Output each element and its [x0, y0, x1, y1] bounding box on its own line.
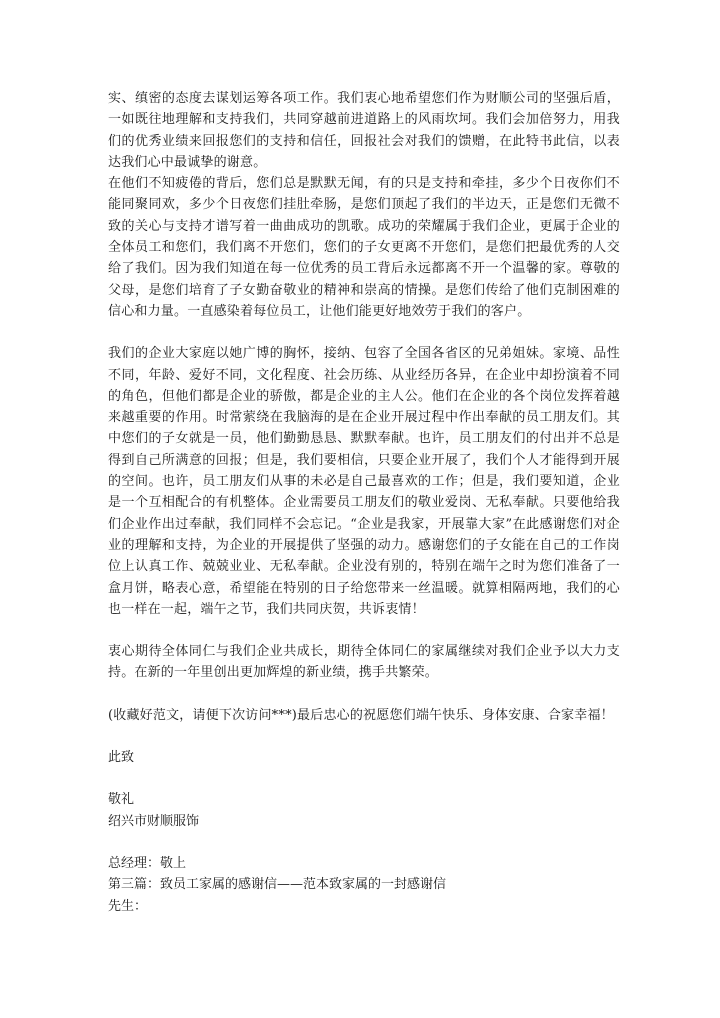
closing-jing-li: 敬礼: [108, 792, 135, 808]
document-page: [108, 88, 620, 917]
closing-ci-zhi: 此致: [108, 750, 135, 766]
paragraph-3: 我们的企业大家庭以她广博的胸怀，接纳、包容了全国各省区的兄弟姐妹。家境、品性不同，年龄、爱好不同，文化程度、社会历练、从业经历各异，在企业中却扮演着不同的角色，但他们都是企业的骄傲，都是企业的主人公。他们在企业的各个岗位发挥着越来越重要的作用。时常萦绕在我脑海的是在企业开展过程中作出奉献的员工朋友们。其中您们的子女就是一员，他们勤勤恳恳、默默奉献。也许，员工朋友们的付出并不总是得到自己所满意的回报；但是，我们要相信，只要企业开展了，我们个人才能得到开展的空间。也许，员工朋友们从事的未必是自己最喜欢的工作；但是，我们要知道，企业是一个互相配合的有机整体。企业需要员工朋友们的敬业爱岗、无私奉献。只要他给我们企业作出过奉献，我们同样不会忘记。“企业是我家，开展靠大家”在此感谢您们对企业的理解和支持，为企业的开展提供了坚强的动力。感谢您们的子女能在自己的工作岗位上认真工作、兢兢业业、无私奉献。企业没有别的，特别在端午之时为您们准备了一盒月饼，略表心意，希望能在特别的日子给您带来一丝温暖。就算相隔两地，我们的心也一样在一起，端午之节，我们共同庆贺，共诉衷情！: [108, 346, 620, 617]
paragraph-2: 在他们不知疲倦的背后，您们总是默默无闻，有的只是支持和牵挂，多少个日夜你们不能同聚同欢，多少个日夜您们挂肚牵肠，是您们顶起了我们的半边天，正是您们无微不致的关心与支持才谱写着一曲曲成功的凯歌。成功的荣耀属于我们企业，更属于企业的全体员工和您们，我们离不开您们，您们的子女更离不开您们，是您们把最优秀的人交给了我们。因为我们知道在每一位优秀的员工背后永远都离不开一个温馨的家。尊敬的父母，是您们培育了子女勤奋敬业的精神和崇高的情操。是您们传给了他们克制困难的信心和力量。一直感染着每位员工，让他们能更好地效劳于我们的客户。: [108, 176, 620, 319]
section-title: 第三篇：致员工家属的感谢信——范本致家属的一封感谢信: [108, 877, 447, 893]
paragraph-1: 实、缜密的态度去谋划运筹各项工作。我们衷心地希望您们作为财顺公司的坚强后盾，一如既往地理解和支持我们，共同穿越前进道路上的风雨坎坷。我们会加倍努力，用我们的优秀业绩来回报您们的支持和信任，回报社会对我们的馈赠，在此特书此信，以表达我们心中最诚挚的谢意。: [108, 91, 620, 170]
recipient-line: 总经理：敬上: [108, 855, 187, 871]
salutation: 先生：: [108, 898, 148, 914]
paragraph-5: (收藏好范文，请便下次访问***)最后忠心的祝愿您们端午快乐、身体安康、合家幸福！: [108, 707, 614, 723]
signer-company: 绍兴市财顺服饰: [108, 813, 200, 829]
paragraph-4: 衷心期待全体同仁与我们企业共成长，期待全体同仁的家属继续对我们企业予以大力支持。在新的一年里创出更加辉煌的新业绩，携手共繁荣。: [108, 644, 620, 681]
